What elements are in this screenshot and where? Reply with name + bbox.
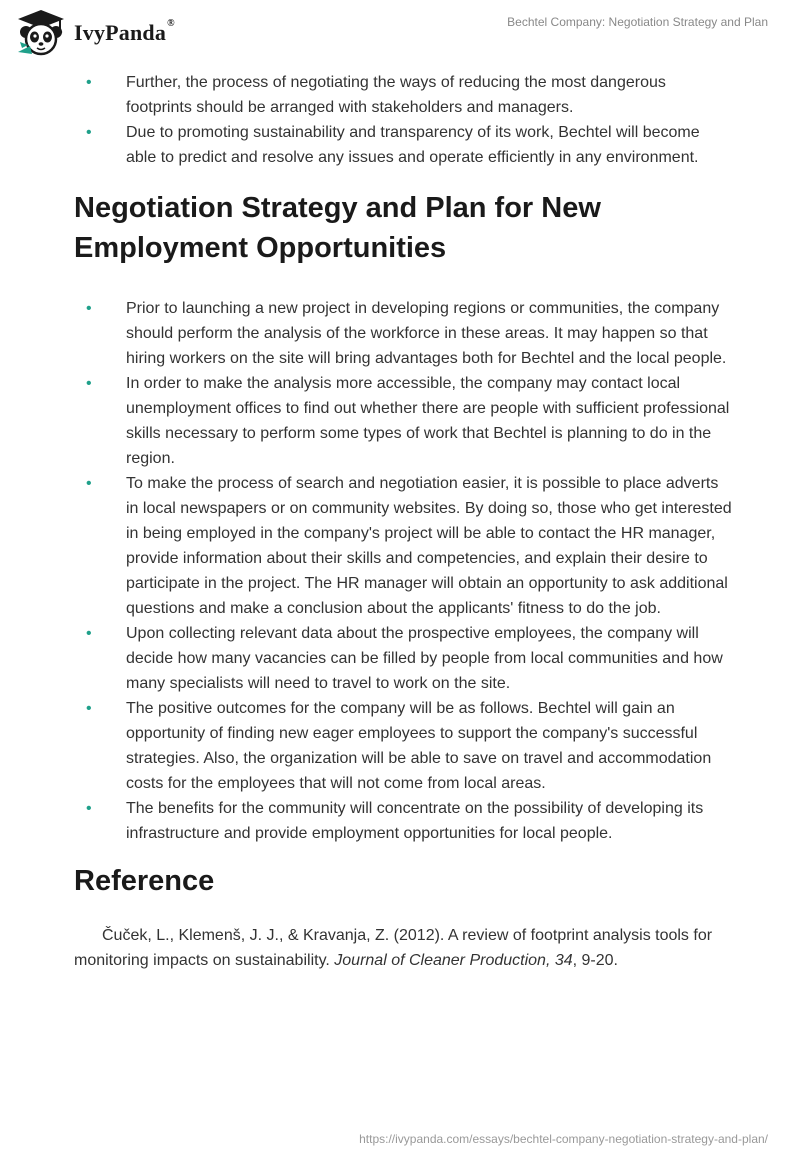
list-item: • Due to promoting sustainability and transparency of its work, Bechtel will become able to predict and resolve any issues and operate efficiently in any environment. [74,120,734,170]
bullet-icon: • [86,625,92,642]
bullet-icon: • [86,800,92,817]
source-url[interactable]: https://ivypanda.com/essays/bechtel-company-negotiation-strategy-and-plan/ [359,1132,768,1146]
bullet-icon: • [86,300,92,317]
bullet-icon: • [86,124,92,141]
bullet-icon: • [86,375,92,392]
list-item: • To make the process of search and negotiation easier, it is possible to place adverts in local newspapers or on community websites. By doing so, those who get interested in being employed in the company's project will be able to contact the HR manager, provide information about their skills and competencies, and explain their desire to participate in the project. The HR manager will obtain an opportunity to ask additional questions and make a conclusion about the applicants' fitness to do the job. [74,471,734,621]
list-item: • The positive outcomes for the company will be as follows. Bechtel will gain an opportunity of finding new eager employees to support the company's successful strategies. Also, the organization will be able to save on travel and accommodation costs for the employees that will not come from local areas. [74,696,734,796]
list-item: • Prior to launching a new project in developing regions or communities, the company should perform the analysis of the workforce in these areas. It may happen so that hiring workers on the site will bring advantages both for Bechtel and the local people. [74,296,734,371]
intro-bullet-list [74,70,734,170]
brand-name: IvyPanda® [74,18,175,45]
section-bullet-list [74,296,734,846]
reference-heading: Reference [74,865,215,897]
list-item: • Upon collecting relevant data about the prospective employees, the company will decide how many vacancies can be filled by people from local communities and how many specialists will need to travel to work on the site. [74,621,734,696]
section-heading: Negotiation Strategy and Plan for New Employment Opportunities [74,192,601,264]
list-item: • Further, the process of negotiating the ways of reducing the most dangerous footprints should be arranged with stakeholders and managers. [74,70,734,120]
list-item: • In order to make the analysis more accessible, the company may contact local unemployment offices to find out whether there are people with sufficient professional skills necessary to perform some types of work that Bechtel is planning to do in the region. [74,371,734,471]
panda-mascot-icon [14,8,68,56]
reference-entry: Čuček, L., Klemenš, J. J., & Kravanja, Z. (2012). A review of footprint analysis tools for monitoring impacts on sustainability. Journal of Cleaner Production, 34, 9-20. [74,927,713,969]
journal-title: Journal of Cleaner Production, 34 [334,952,573,969]
list-item: • The benefits for the community will concentrate on the possibility of developing its infrastructure and provide employment opportunities for local people. [74,796,734,846]
ivypanda-logo[interactable] [14,8,175,56]
page-header [0,0,800,64]
bullet-icon: • [86,700,92,717]
document-title: Bechtel Company: Negotiation Strategy and Plan [507,15,768,29]
essay-content [74,70,734,973]
bullet-icon: • [86,475,92,492]
bullet-icon: • [86,74,92,91]
